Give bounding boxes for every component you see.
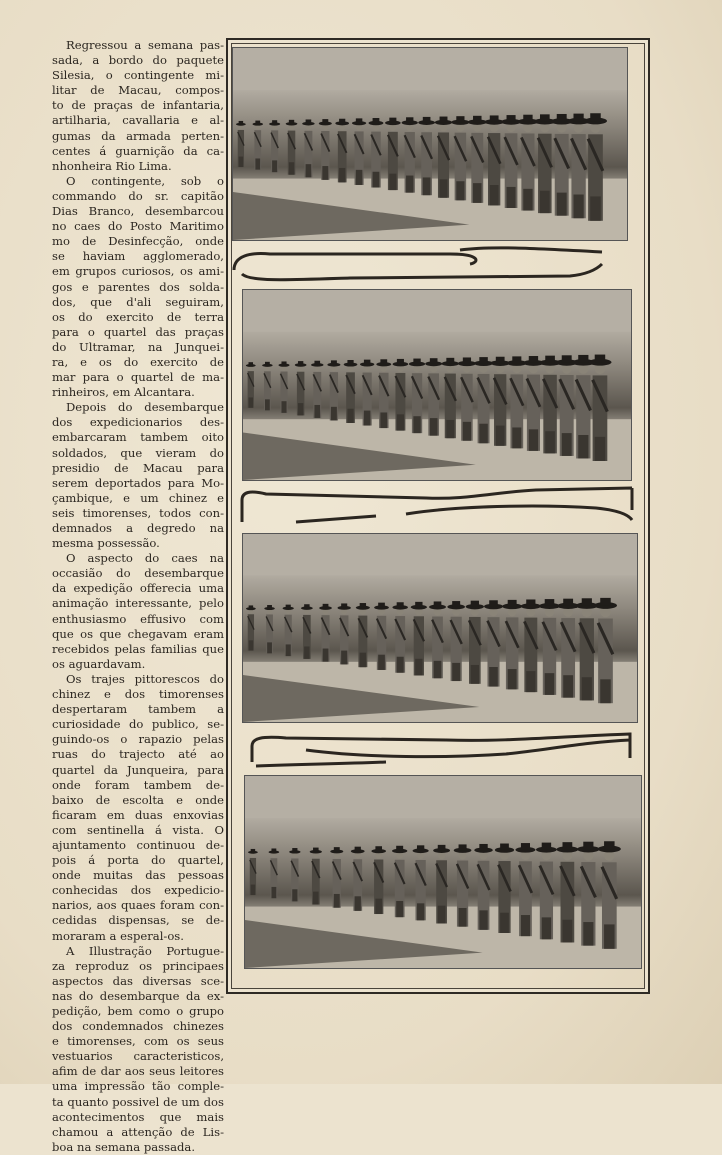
text-line: Os trajes pittorescos do (66, 671, 224, 686)
text-line: boa na semana passada. (52, 1139, 196, 1154)
soldier-figure (246, 362, 256, 408)
text-line: O aspecto do caes na (66, 551, 224, 566)
text-line: dos expedicionarios des- (52, 415, 224, 430)
text-line: curiosidade do publico, se- (52, 717, 224, 732)
text-line: embarcaram tambem oito (52, 430, 224, 445)
photo-soldiers-4 (244, 775, 642, 969)
soldier-figure (236, 121, 246, 167)
text-line: seis timorenses, todos con- (52, 505, 224, 520)
text-line: moraram a esperal-os. (52, 928, 184, 943)
text-line: to de praças de infantaria, (52, 98, 224, 113)
text-line: litar de Macau, compos- (52, 83, 224, 98)
text-line: quartel da Junqueira, para (52, 762, 224, 777)
text-line: gumas da armada perten- (52, 128, 224, 143)
soldier-figure (330, 847, 343, 908)
soldier-figure (360, 360, 374, 426)
text-line: occasião do desembarque (52, 566, 224, 581)
text-line: O contingente, sob o (66, 173, 224, 188)
photo-soldiers-3 (242, 533, 638, 723)
soldier-figure (262, 362, 273, 411)
soldier-figure (264, 605, 275, 653)
ornamental-divider-2 (236, 484, 640, 528)
soldier-figure (269, 848, 280, 898)
text-line: vestuarios caracteristicos, (52, 1049, 224, 1064)
text-line: acontecimentos que mais (52, 1109, 224, 1124)
text-line: afim de dar aos seus leitores (52, 1064, 224, 1079)
article-paragraph (52, 672, 224, 944)
text-line: pois á porta do quartel, (52, 853, 224, 868)
text-line: dos, que d'ali seguiram, (52, 294, 224, 309)
ornamental-divider-1 (230, 244, 610, 286)
soldier-figure (371, 846, 386, 914)
soldier-figure (374, 603, 389, 670)
soldier-figure (327, 360, 340, 420)
text-line: chinez e dos timorenses (52, 687, 224, 702)
soldier-figure (376, 359, 391, 428)
soldier-figure (302, 119, 314, 177)
text-line: Depois do desembarque (66, 400, 224, 415)
soldier-figure (301, 604, 313, 659)
text-line: soldados, que vieram do (52, 445, 224, 460)
text-line: dos condemnados chinezes (52, 1019, 224, 1034)
text-line: nas do desembarque da ex- (52, 988, 224, 1003)
text-line: uma impressão tão comple- (52, 1079, 224, 1094)
text-line: pedição, bem como o grupo (52, 1004, 224, 1018)
text-line: sada, a bordo do paquete (52, 53, 224, 68)
text-line: em grupos curiosos, os ami- (52, 264, 224, 279)
soldier-figure (344, 360, 358, 423)
text-line: Regressou a semana pas- (66, 38, 224, 52)
soldier-figure (319, 604, 332, 662)
text-line: se haviam agglomerado, (52, 249, 224, 264)
soldier-figure (289, 848, 300, 901)
soldier-figure (310, 848, 322, 905)
text-line: za reproduz os principaes (52, 958, 224, 973)
text-line: do Ultramar, na Junquei- (52, 339, 224, 354)
article-paragraph (52, 944, 224, 1155)
soldier-figure (253, 121, 264, 170)
text-line: Silesia, o contingente mi- (52, 68, 224, 83)
text-line: Dias Branco, desembarcou (52, 204, 224, 219)
soldier-figure (286, 120, 298, 175)
text-line: mesma possessão. (52, 536, 160, 551)
text-line: da expedição offerecia uma (52, 581, 224, 596)
text-line: centes á guarnição da ca- (52, 143, 224, 158)
article-paragraph (52, 551, 224, 672)
text-line: mar para o quartel de ma- (52, 370, 224, 385)
article-paragraph (52, 174, 224, 400)
article-text-column (52, 38, 224, 1155)
text-line: onde foram tambem de- (52, 777, 224, 792)
text-line: gos e parentes dos solda- (52, 279, 224, 294)
text-line: animação interessante, pelo (52, 596, 224, 611)
soldier-figure (283, 605, 294, 656)
soldier-figure (248, 849, 258, 895)
text-line: artilharia, cavallaria e al- (52, 113, 224, 128)
text-line: rinheiros, em Alcantara. (52, 385, 195, 400)
photo-soldiers-2 (242, 289, 632, 481)
text-line: os do exercito de terra (52, 309, 224, 324)
text-line: demnados a degredo na (52, 521, 224, 535)
text-line: A Illustração Portugue- (66, 943, 224, 958)
text-line: ajuntamento continuou de- (52, 837, 224, 852)
text-line: onde muitas das pessoas (52, 868, 224, 883)
text-line: para o quartel das praças (52, 324, 224, 339)
text-line: cedidas dispensas, se de- (52, 913, 224, 928)
text-line: conhecidas dos expedicio- (52, 883, 224, 898)
soldier-figure (335, 119, 349, 183)
text-line: e timorenses, com os seus (52, 1034, 224, 1049)
soldier-figure (278, 361, 289, 412)
text-line: baixo de escolta e onde (52, 792, 224, 807)
soldier-figure (392, 846, 407, 917)
text-line: recebidos pelas familias que (52, 641, 224, 656)
text-line: nhonheira Rio Lima. (52, 158, 172, 173)
text-line: ruas do trajecto até ao (52, 747, 224, 762)
ornamental-divider-3 (246, 728, 636, 772)
text-line: ta quanto possivel de um dos (52, 1094, 224, 1109)
soldier-figure (246, 605, 256, 650)
text-line: no caes do Posto Maritimo (52, 219, 224, 234)
text-line: os aguardavam. (52, 656, 146, 671)
soldier-figure (369, 118, 384, 188)
article-paragraph (52, 38, 224, 174)
soldier-figure (269, 120, 280, 172)
text-line: ra, e os do exercito de (52, 354, 224, 369)
article-paragraph (52, 400, 224, 551)
text-line: narios, aos quaes foram con- (52, 898, 224, 913)
soldier-figure (319, 119, 332, 180)
text-line: despertaram tambem a (52, 702, 224, 717)
text-line: com sentinella á vista. O (52, 822, 224, 837)
soldier-figure (356, 603, 370, 667)
text-line: presidio de Macau para (52, 460, 224, 475)
text-line: mo de Desinfecção, onde (52, 234, 224, 249)
text-line: commando do sr. capitão (52, 188, 224, 203)
soldier-figure (338, 603, 351, 664)
text-line: enthusiasmo effusivo com (52, 611, 224, 626)
text-line: serem deportados para Mo- (52, 475, 224, 490)
photo-soldiers-1 (232, 47, 628, 241)
soldier-figure (352, 118, 366, 185)
soldier-figure (311, 361, 323, 418)
soldier-figure (351, 847, 365, 911)
text-line: chamou a attenção de Lis- (52, 1124, 224, 1139)
text-line: que os que chegavam eram (52, 626, 224, 641)
text-line: aspectos das diversas sce- (52, 973, 224, 988)
text-line: guindo-os o rapazio pelas (52, 732, 224, 747)
text-line: ficaram em duas enxovias (52, 807, 224, 822)
text-line: çambique, e um chinez e (52, 490, 224, 505)
soldier-figure (295, 361, 307, 415)
